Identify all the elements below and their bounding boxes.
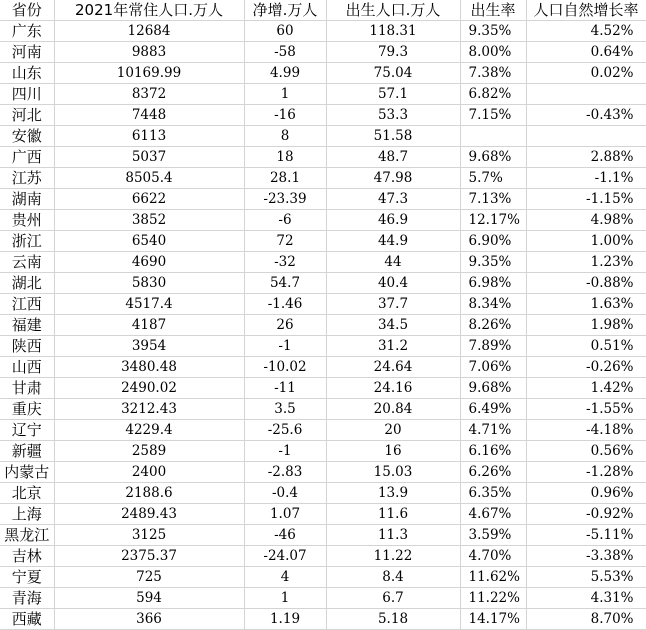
header-province[interactable]: 省份 [0,0,54,21]
population-cell[interactable]: 725 [54,567,244,588]
births-cell[interactable]: 47.98 [326,168,460,189]
net-increase-cell[interactable]: -24.07 [244,546,326,567]
net-increase-cell[interactable]: 4.99 [244,63,326,84]
births-cell[interactable]: 11.22 [326,546,460,567]
province-cell[interactable]: 西藏 [0,609,54,630]
birth-rate-cell[interactable]: 6.49% [460,399,526,420]
header-natural-growth-rate[interactable]: 人口自然增长率 [526,0,646,21]
table-row [0,441,646,462]
birth-rate-cell[interactable]: 6.26% [460,462,526,483]
population-cell[interactable]: 10169.99 [54,63,244,84]
province-cell[interactable]: 山东 [0,63,54,84]
population-cell[interactable]: 3852 [54,210,244,231]
births-cell[interactable]: 6.7 [326,588,460,609]
table-row [0,21,646,42]
population-cell[interactable]: 6622 [54,189,244,210]
net-increase-cell[interactable]: -0.4 [244,483,326,504]
table-row [0,294,646,315]
births-cell[interactable]: 15.03 [326,462,460,483]
growth-rate-cell[interactable]: 4.52% [526,21,646,42]
growth-rate-cell[interactable]: 0.56% [526,441,646,462]
net-increase-cell[interactable]: 8 [244,126,326,147]
net-increase-cell[interactable]: -46 [244,525,326,546]
province-cell[interactable]: 吉林 [0,546,54,567]
growth-rate-cell[interactable]: 0.51% [526,336,646,357]
net-increase-cell[interactable]: -2.83 [244,462,326,483]
birth-rate-cell[interactable]: 5.7% [460,168,526,189]
net-increase-cell[interactable]: -1 [244,336,326,357]
province-cell[interactable]: 新疆 [0,441,54,462]
births-cell[interactable]: 16 [326,441,460,462]
population-cell[interactable]: 12684 [54,21,244,42]
birth-rate-cell[interactable]: 11.22% [460,588,526,609]
birth-rate-cell[interactable]: 3.59% [460,525,526,546]
province-cell[interactable]: 辽宁 [0,420,54,441]
header-net-increase[interactable]: 净增.万人 [244,0,326,21]
births-cell[interactable]: 51.58 [326,126,460,147]
birth-rate-cell[interactable]: 4.67% [460,504,526,525]
net-increase-cell[interactable]: 1 [244,84,326,105]
birth-rate-cell[interactable]: 6.82% [460,84,526,105]
province-cell[interactable]: 广西 [0,147,54,168]
birth-rate-cell[interactable]: 9.68% [460,147,526,168]
birth-rate-cell[interactable]: 6.16% [460,441,526,462]
birth-rate-cell[interactable]: 7.06% [460,357,526,378]
table-row [0,357,646,378]
births-cell[interactable]: 44 [326,252,460,273]
growth-rate-cell[interactable]: 1.00% [526,231,646,252]
birth-rate-cell[interactable]: 8.34% [460,294,526,315]
birth-rate-cell[interactable]: 7.89% [460,336,526,357]
births-cell[interactable]: 118.31 [326,21,460,42]
growth-rate-cell[interactable]: -1.1% [526,168,646,189]
birth-rate-cell[interactable]: 7.15% [460,105,526,126]
birth-rate-cell[interactable]: 7.13% [460,189,526,210]
growth-rate-cell[interactable]: -0.92% [526,504,646,525]
births-cell[interactable]: 31.2 [326,336,460,357]
births-cell[interactable]: 24.64 [326,357,460,378]
population-cell[interactable]: 8372 [54,84,244,105]
province-cell[interactable]: 四川 [0,84,54,105]
table-row [0,63,646,84]
population-cell[interactable]: 7448 [54,105,244,126]
population-cell[interactable]: 2489.43 [54,504,244,525]
population-cell[interactable]: 4187 [54,315,244,336]
net-increase-cell[interactable]: 26 [244,315,326,336]
province-cell[interactable]: 陕西 [0,336,54,357]
growth-rate-cell[interactable] [526,84,646,105]
net-increase-cell[interactable]: -6 [244,210,326,231]
population-cell[interactable]: 3480.48 [54,357,244,378]
table-row [0,126,646,147]
province-cell[interactable]: 江苏 [0,168,54,189]
table-row [0,420,646,441]
province-cell[interactable]: 北京 [0,483,54,504]
table-row [0,336,646,357]
births-cell[interactable]: 46.9 [326,210,460,231]
header-population[interactable]: 2021年常住人口.万人 [54,0,244,21]
growth-rate-cell[interactable]: -0.88% [526,273,646,294]
table-row [0,462,646,483]
table-row [0,315,646,336]
birth-rate-cell[interactable]: 4.71% [460,420,526,441]
province-cell[interactable]: 黑龙江 [0,525,54,546]
birth-rate-cell[interactable]: 6.98% [460,273,526,294]
table-row [0,525,646,546]
province-cell[interactable]: 广东 [0,21,54,42]
births-cell[interactable]: 79.3 [326,42,460,63]
births-cell[interactable]: 47.3 [326,189,460,210]
birth-rate-cell[interactable]: 8.26% [460,315,526,336]
births-cell[interactable]: 5.18 [326,609,460,630]
births-cell[interactable]: 44.9 [326,231,460,252]
province-cell[interactable]: 河北 [0,105,54,126]
births-cell[interactable]: 75.04 [326,63,460,84]
population-cell[interactable]: 2188.6 [54,483,244,504]
net-increase-cell[interactable]: -58 [244,42,326,63]
birth-rate-cell[interactable]: 8.00% [460,42,526,63]
net-increase-cell[interactable]: 4 [244,567,326,588]
growth-rate-cell[interactable]: 5.53% [526,567,646,588]
province-cell[interactable]: 河南 [0,42,54,63]
net-increase-cell[interactable]: 1 [244,588,326,609]
growth-rate-cell[interactable]: 0.96% [526,483,646,504]
growth-rate-cell[interactable]: -5.11% [526,525,646,546]
net-increase-cell[interactable]: -1.46 [244,294,326,315]
province-cell[interactable]: 湖南 [0,189,54,210]
population-cell[interactable]: 366 [54,609,244,630]
growth-rate-cell[interactable]: -1.55% [526,399,646,420]
births-cell[interactable]: 8.4 [326,567,460,588]
births-cell[interactable]: 57.1 [326,84,460,105]
net-increase-cell[interactable]: 1.19 [244,609,326,630]
table-row [0,252,646,273]
birth-rate-cell[interactable]: 14.17% [460,609,526,630]
net-increase-cell[interactable]: -16 [244,105,326,126]
province-cell[interactable]: 青海 [0,588,54,609]
table-row [0,378,646,399]
population-cell[interactable]: 594 [54,588,244,609]
population-cell[interactable]: 5037 [54,147,244,168]
growth-rate-cell[interactable]: -0.26% [526,357,646,378]
table-row [0,273,646,294]
net-increase-cell[interactable]: -10.02 [244,357,326,378]
population-cell[interactable]: 4517.4 [54,294,244,315]
birth-rate-cell[interactable]: 9.35% [460,252,526,273]
net-increase-cell[interactable]: 18 [244,147,326,168]
net-increase-cell[interactable]: -23.39 [244,189,326,210]
net-increase-cell[interactable]: 28.1 [244,168,326,189]
net-increase-cell[interactable]: -11 [244,378,326,399]
province-cell[interactable]: 安徽 [0,126,54,147]
growth-rate-cell[interactable]: 4.98% [526,210,646,231]
growth-rate-cell[interactable]: -1.28% [526,462,646,483]
birth-rate-cell[interactable]: 7.38% [460,63,526,84]
net-increase-cell[interactable]: 3.5 [244,399,326,420]
growth-rate-cell[interactable]: 1.23% [526,252,646,273]
table-row [0,588,646,609]
births-cell[interactable]: 20 [326,420,460,441]
province-cell[interactable]: 内蒙古 [0,462,54,483]
net-increase-cell[interactable]: 1.07 [244,504,326,525]
table-row [0,546,646,567]
population-cell[interactable]: 3954 [54,336,244,357]
province-cell[interactable]: 甘肃 [0,378,54,399]
births-cell[interactable]: 24.16 [326,378,460,399]
province-cell[interactable]: 湖北 [0,273,54,294]
growth-rate-cell[interactable]: 1.98% [526,315,646,336]
population-cell[interactable]: 2589 [54,441,244,462]
growth-rate-cell[interactable]: 4.31% [526,588,646,609]
growth-rate-cell[interactable]: 1.63% [526,294,646,315]
table-row [0,567,646,588]
population-cell[interactable]: 3125 [54,525,244,546]
table-row [0,168,646,189]
header-births[interactable]: 出生人口.万人 [326,0,460,21]
province-cell[interactable]: 上海 [0,504,54,525]
birth-rate-cell[interactable]: 9.68% [460,378,526,399]
province-cell[interactable]: 宁夏 [0,567,54,588]
growth-rate-cell[interactable] [526,126,646,147]
table-row [0,189,646,210]
birth-rate-cell[interactable]: 11.62% [460,567,526,588]
growth-rate-cell[interactable]: -0.43% [526,105,646,126]
birth-rate-cell[interactable]: 9.35% [460,21,526,42]
table-row [0,210,646,231]
growth-rate-cell[interactable]: 8.70% [526,609,646,630]
growth-rate-cell[interactable]: 1.42% [526,378,646,399]
net-increase-cell[interactable]: 54.7 [244,273,326,294]
growth-rate-cell[interactable]: 0.64% [526,42,646,63]
province-cell[interactable]: 贵州 [0,210,54,231]
birth-rate-cell[interactable] [460,126,526,147]
province-cell[interactable]: 重庆 [0,399,54,420]
population-cell[interactable]: 4690 [54,252,244,273]
province-cell[interactable]: 福建 [0,315,54,336]
province-cell[interactable]: 江西 [0,294,54,315]
births-cell[interactable]: 48.7 [326,147,460,168]
population-cell[interactable]: 3212.43 [54,399,244,420]
net-increase-cell[interactable]: 72 [244,231,326,252]
table-row [0,399,646,420]
header-birth-rate[interactable]: 出生率 [460,0,526,21]
births-cell[interactable]: 34.5 [326,315,460,336]
births-cell[interactable]: 11.6 [326,504,460,525]
growth-rate-cell[interactable]: -4.18% [526,420,646,441]
births-cell[interactable]: 53.3 [326,105,460,126]
growth-rate-cell[interactable]: -1.15% [526,189,646,210]
births-cell[interactable]: 40.4 [326,273,460,294]
net-increase-cell[interactable]: -25.6 [244,420,326,441]
net-increase-cell[interactable]: -1 [244,441,326,462]
growth-rate-cell[interactable]: 0.02% [526,63,646,84]
birth-rate-cell[interactable]: 6.35% [460,483,526,504]
births-cell[interactable]: 20.84 [326,399,460,420]
birth-rate-cell[interactable]: 4.70% [460,546,526,567]
births-cell[interactable]: 37.7 [326,294,460,315]
birth-rate-cell[interactable]: 12.17% [460,210,526,231]
growth-rate-cell[interactable]: 2.88% [526,147,646,168]
table-row [0,504,646,525]
province-cell[interactable]: 云南 [0,252,54,273]
birth-rate-cell[interactable]: 6.90% [460,231,526,252]
population-cell[interactable]: 4229.4 [54,420,244,441]
population-cell[interactable]: 2400 [54,462,244,483]
table-body [0,21,646,630]
population-cell[interactable]: 5830 [54,273,244,294]
table-row [0,42,646,63]
growth-rate-cell[interactable]: -3.38% [526,546,646,567]
province-cell[interactable]: 山西 [0,357,54,378]
table-row [0,483,646,504]
table-row [0,105,646,126]
table-row [0,231,646,252]
table-row [0,84,646,105]
population-cell[interactable]: 8505.4 [54,168,244,189]
population-cell[interactable]: 2375.37 [54,546,244,567]
header-row [0,0,646,21]
population-cell[interactable]: 2490.02 [54,378,244,399]
net-increase-cell[interactable]: -32 [244,252,326,273]
net-increase-cell[interactable]: 60 [244,21,326,42]
population-cell[interactable]: 9883 [54,42,244,63]
births-cell[interactable]: 13.9 [326,483,460,504]
population-cell[interactable]: 6113 [54,126,244,147]
province-cell[interactable]: 浙江 [0,231,54,252]
births-cell[interactable]: 11.3 [326,525,460,546]
population-cell[interactable]: 6540 [54,231,244,252]
table-row [0,147,646,168]
